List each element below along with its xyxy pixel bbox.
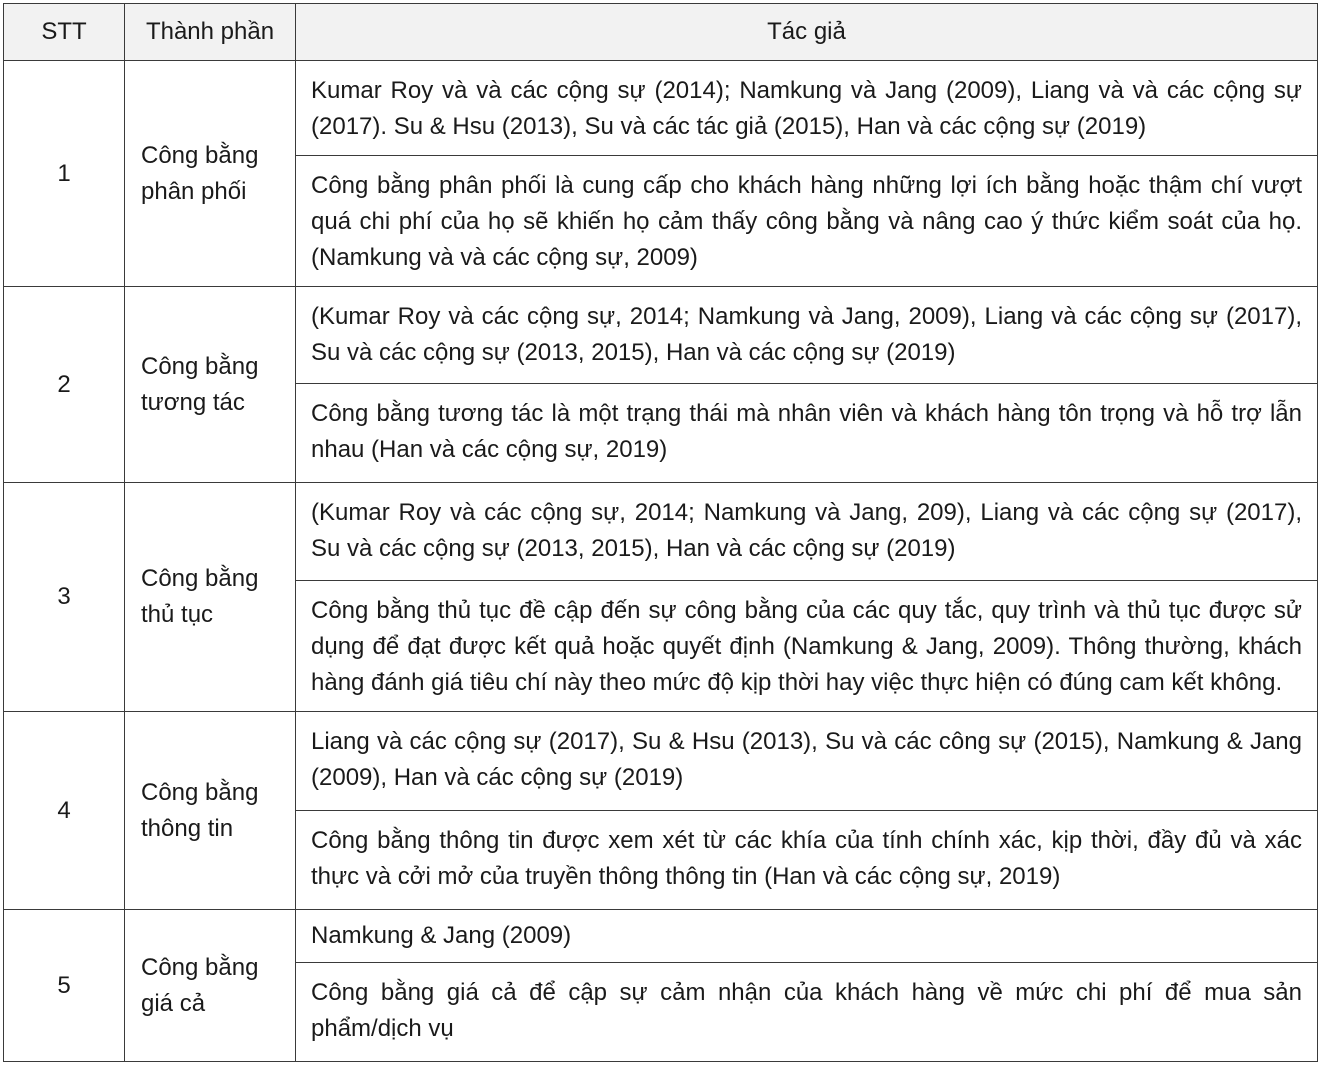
authors-cell xyxy=(296,287,1318,384)
definition-cell xyxy=(296,156,1318,287)
table-row xyxy=(4,287,1318,384)
component-name-line: thông tin xyxy=(141,814,234,842)
component-name-line: giá cả xyxy=(141,989,206,1017)
component-name-line: thủ tục xyxy=(141,601,214,628)
authors-cell xyxy=(296,712,1318,811)
stt-number: 4 xyxy=(57,796,71,824)
stt-number: 5 xyxy=(57,971,71,999)
authors-cell xyxy=(296,910,1318,963)
table-row xyxy=(4,712,1318,811)
definition-cell xyxy=(296,384,1318,483)
component-cell xyxy=(125,910,296,1062)
component-name-line: Công bằng xyxy=(141,352,259,380)
definition-cell xyxy=(296,811,1318,910)
stt-number: 2 xyxy=(57,370,71,398)
component-name-line: Công bằng xyxy=(141,953,259,981)
definition-text: Công bằng thủ tục đề cập đến sự công bằng của các quy tắc, quy trình và thủ tục được sử dụng để đạt được kết quả hoặc quyết định (Namkung & Jang, 2009). Thông thường, khách hàng đánh giá tiêu chí này theo mức độ kịp thời hay việc thực hiện có đúng cam kết không. xyxy=(311,597,1302,696)
stt-cell xyxy=(4,61,125,287)
table-row xyxy=(4,61,1318,156)
table-row xyxy=(4,483,1318,581)
component-name-line: tương tác xyxy=(141,388,245,416)
stt-number: 1 xyxy=(57,159,71,187)
component-name-line: phân phối xyxy=(141,177,247,205)
fairness-components-table xyxy=(3,3,1318,1062)
component-name-line: Công bằng xyxy=(141,778,259,806)
stt-cell xyxy=(4,910,125,1062)
table-row xyxy=(4,910,1318,963)
component-name-line: Công bằng xyxy=(141,141,259,169)
definition-cell xyxy=(296,581,1318,712)
definition-cell xyxy=(296,963,1318,1062)
authors-text: Kumar Roy và và các cộng sự (2014); Namkung và Jang (2009), Liang và và các cộng sự (2017). Su & Hsu (2013), Su và các tác giả (2015), Han và các cộng sự (2019) xyxy=(311,77,1302,140)
stt-cell xyxy=(4,287,125,483)
authors-cell xyxy=(296,61,1318,156)
component-cell xyxy=(125,287,296,483)
header-stt: STT xyxy=(4,4,125,61)
authors-text: (Kumar Roy và các cộng sự, 2014; Namkung và Jang, 2009), Liang và các cộng sự (2017), Su và các cộng sự (2013, 2015), Han và các cộng sự (2019) xyxy=(311,303,1302,366)
definition-text: Công bằng tương tác là một trạng thái mà nhân viên và khách hàng tôn trọng và hỗ trợ lẫn nhau (Han và các cộng sự, 2019) xyxy=(311,400,1302,463)
authors-text: Liang và các cộng sự (2017), Su & Hsu (2013), Su và các công sự (2015), Namkung & Jang (2009), Han và các cộng sự (2019) xyxy=(311,728,1302,791)
authors-text: Namkung & Jang (2009) xyxy=(311,922,572,949)
authors-text: (Kumar Roy và các cộng sự, 2014; Namkung và Jang, 209), Liang và các cộng sự (2017), Su và các cộng sự (2013, 2015), Han và các cộng sự (2019) xyxy=(311,499,1302,562)
authors-cell xyxy=(296,483,1318,581)
stt-cell xyxy=(4,712,125,910)
definition-text: Công bằng giá cả để cập sự cảm nhận của khách hàng về mức chi phí để mua sản phẩm/dịch vụ xyxy=(311,979,1302,1042)
header-authors: Tác giả xyxy=(296,4,1318,61)
stt-number: 3 xyxy=(57,583,71,610)
component-cell xyxy=(125,483,296,712)
component-cell xyxy=(125,61,296,287)
definition-text: Công bằng phân phối là cung cấp cho khách hàng những lợi ích bằng hoặc thậm chí vượt quá chi phí của họ sẽ khiến họ cảm thấy công bằng và nâng cao ý thức kiểm soát của họ. (Namkung và và các cộng sự, 2009) xyxy=(311,172,1302,271)
definition-text: Công bằng thông tin được xem xét từ các khía của tính chính xác, kịp thời, đầy đủ và xác thực và cởi mở của truyền thông thông tin (Han và các cộng sự, 2019) xyxy=(311,827,1302,890)
header-row xyxy=(4,4,1318,61)
component-name-line: Công bằng xyxy=(141,565,259,592)
stt-cell xyxy=(4,483,125,712)
header-component: Thành phần xyxy=(125,4,296,61)
component-cell xyxy=(125,712,296,910)
